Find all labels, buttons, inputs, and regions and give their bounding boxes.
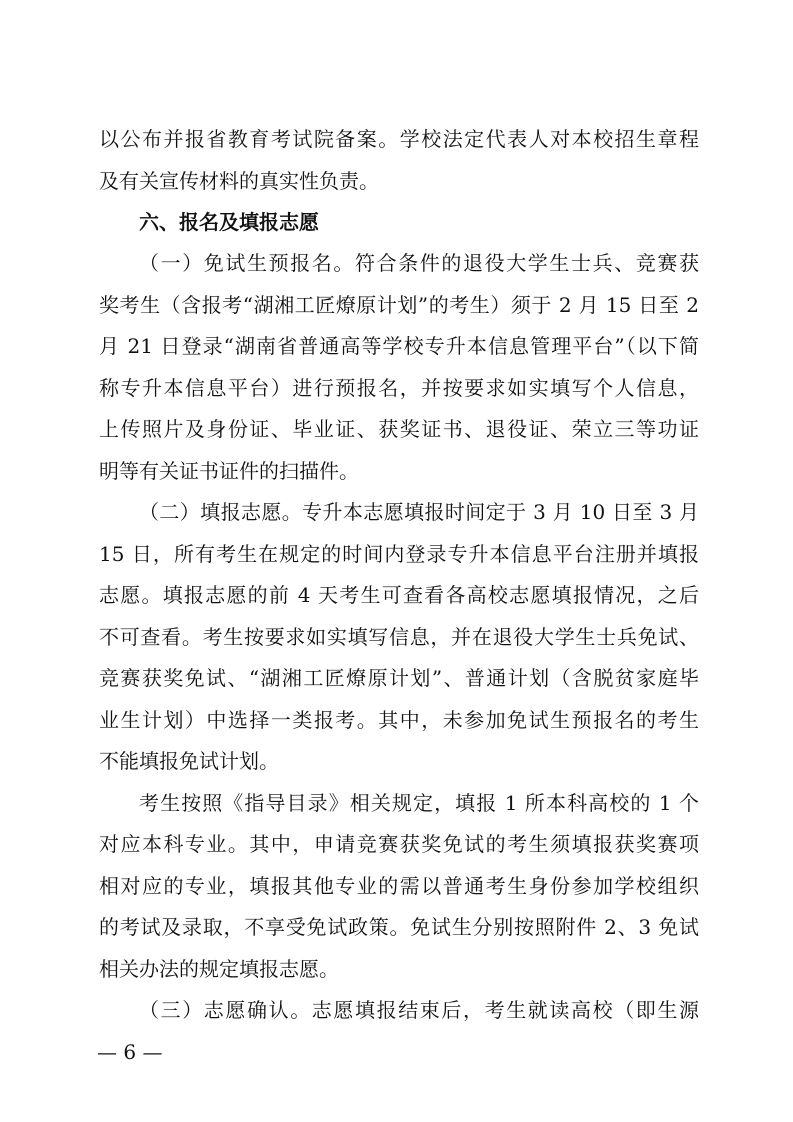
paragraph-line: 的考试及录取，不享受免试政策。免试生分别按照附件 2、3 免试 <box>99 915 699 939</box>
paragraph-line: 相关办法的规定填报志愿。 <box>99 957 339 981</box>
paragraph-line: 不可查看。考生按要求如实填写信息，并在退役大学生士兵免试、 <box>99 625 699 649</box>
paragraph-line: 及有关宣传材料的真实性负责。 <box>99 169 379 193</box>
paragraph-line: 相对应的专业，填报其他专业的需以普通考生身份参加学校组织 <box>99 874 699 898</box>
paragraph-line: 业生计划）中选择一类报考。其中，未参加免试生预报名的考生 <box>99 708 699 732</box>
paragraph-line: 不能填报免试计划。 <box>99 749 279 773</box>
section-heading: 六、报名及填报志愿 <box>139 210 319 234</box>
paragraph-line: （三）志愿确认。志愿填报结束后，考生就读高校（即生源 <box>139 998 699 1022</box>
paragraph-line: 以公布并报省教育考试院备案。学校法定代表人对本校招生章程 <box>99 127 699 151</box>
paragraph-line: 奖考生（含报考“湖湘工匠燎原计划”的考生）须于 2 月 15 日至 2 <box>99 293 699 317</box>
paragraph-line: 竞赛获奖免试、“湖湘工匠燎原计划”、普通计划（含脱贫家庭毕 <box>99 666 699 690</box>
paragraph-line: 考生按照《指导目录》相关规定，填报 1 所本科高校的 1 个 <box>139 791 699 815</box>
paragraph-line: （二）填报志愿。专升本志愿填报时间定于 3 月 10 日至 3 月 <box>139 500 699 524</box>
page-number: — 6 — <box>97 1040 163 1064</box>
paragraph-line: 称专升本信息平台）进行预报名，并按要求如实填写个人信息， <box>99 376 699 400</box>
paragraph-line: 明等有关证书证件的扫描件。 <box>99 459 359 483</box>
paragraph-line: 对应本科专业。其中，申请竞赛获奖免试的考生须填报获奖赛项 <box>99 832 699 856</box>
paragraph-line: 志愿。填报志愿的前 4 天考生可查看各高校志愿填报情况，之后 <box>99 583 699 607</box>
paragraph-line: 月 21 日登录“湖南省普通高等学校专升本信息管理平台”（以下简 <box>99 334 699 358</box>
paragraph-line: （一）免试生预报名。符合条件的退役大学生士兵、竞赛获 <box>139 251 699 275</box>
paragraph-line: 15 日，所有考生在规定的时间内登录专升本信息平台注册并填报 <box>99 542 699 566</box>
paragraph-line: 上传照片及身份证、毕业证、获奖证书、退役证、荣立三等功证 <box>99 417 699 441</box>
